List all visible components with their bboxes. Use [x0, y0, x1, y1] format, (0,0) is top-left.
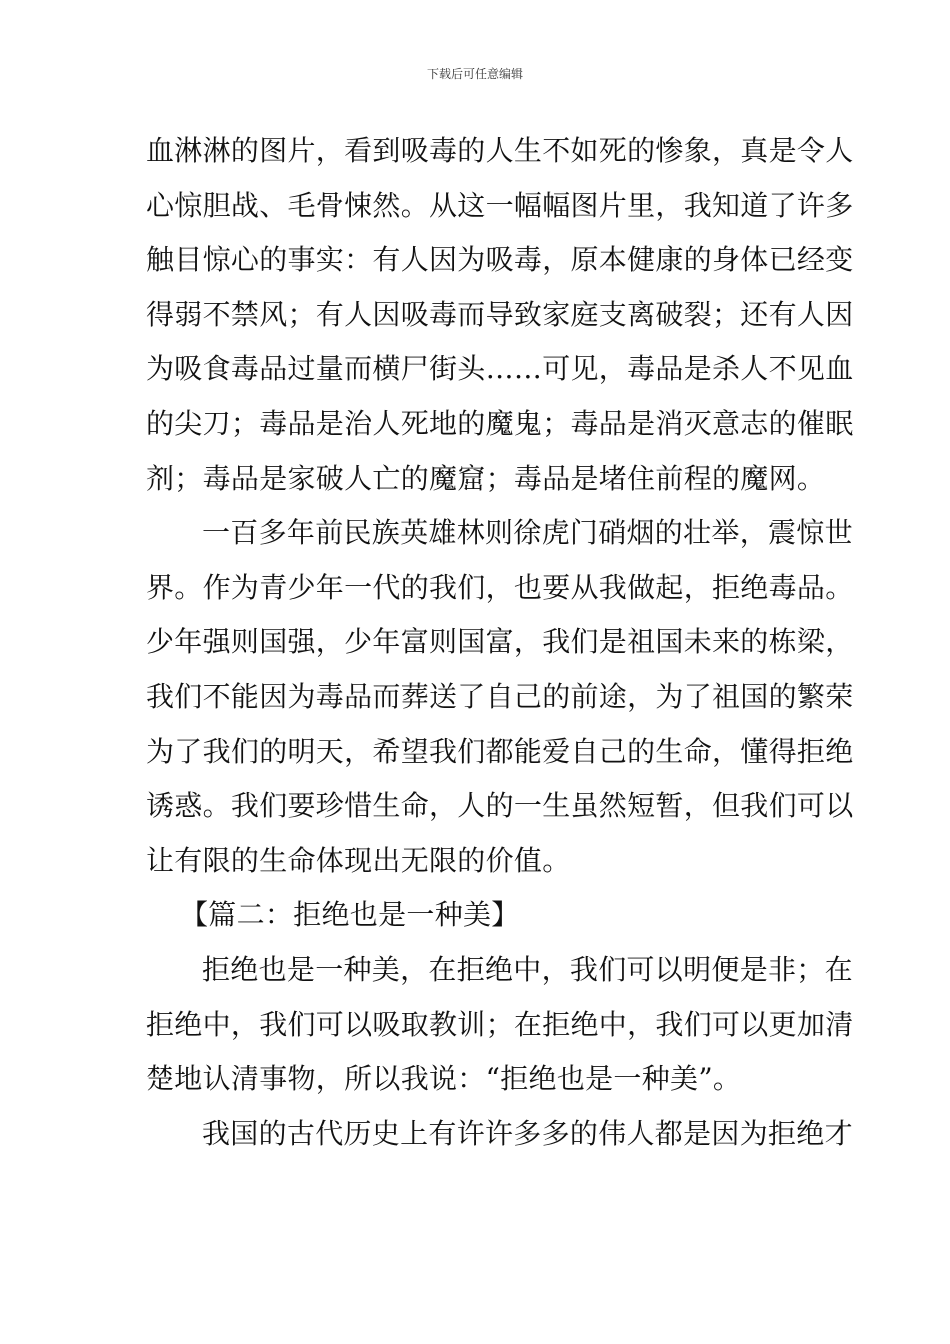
text-line: 的尖刀；毒品是治人死地的魔鬼；毒品是消灭意志的催眠 [146, 406, 854, 440]
text-line: 诱惑。我们要珍惜生命，人的一生虽然短暂，但我们可以 [146, 789, 854, 823]
text-line: 我们不能因为毒品而葬送了自己的前途，为了祖国的繁荣 [146, 679, 854, 713]
paragraph-first-line: 一百多年前民族英雄林则徐虎门硝烟的壮举，震惊世 [202, 516, 853, 550]
text-line: 血淋淋的图片，看到吸毒的人生不如死的惨象，真是令人 [146, 134, 854, 167]
text-line: 楚地认清事物，所以我说：“拒绝也是一种美”。 [146, 1062, 742, 1096]
text-line: 界。作为青少年一代的我们，也要从我做起，拒绝毒品。 [146, 570, 854, 604]
text-line: 得弱不禁风；有人因吸毒而导致家庭支离破裂；还有人因 [146, 297, 854, 331]
text-line: 剂；毒品是家破人亡的魔窟；毒品是堵住前程的魔网。 [146, 461, 826, 495]
text-line: 触目惊心的事实：有人因为吸毒，原本健康的身体已经变 [146, 243, 854, 277]
text-line: 心惊胆战、毛骨悚然。从这一幅幅图片里，我知道了许多 [146, 188, 854, 222]
text-line: 为吸食毒品过量而横尸街头……可见，毒品是杀人不见血 [146, 352, 854, 386]
document-body [146, 131, 854, 1168]
paragraph-first-line: 拒绝也是一种美，在拒绝中，我们可以明便是非；在 [202, 952, 853, 986]
text-line: 拒绝中，我们可以吸取教训；在拒绝中，我们可以更加清 [146, 1007, 854, 1041]
section-heading: 【篇二：拒绝也是一种美】 [180, 898, 520, 932]
page-header: 下载后可任意编辑 [426, 67, 523, 81]
paragraph-first-line: 我国的古代历史上有许许多多的伟人都是因为拒绝才 [202, 1116, 853, 1150]
text-line: 为了我们的明天，希望我们都能爱自己的生命，懂得拒绝 [146, 734, 854, 768]
text-line: 让有限的生命体现出无限的价值。 [146, 843, 571, 877]
text-line: 少年强则国强，少年富则国富，我们是祖国未来的栋梁， [146, 625, 854, 659]
